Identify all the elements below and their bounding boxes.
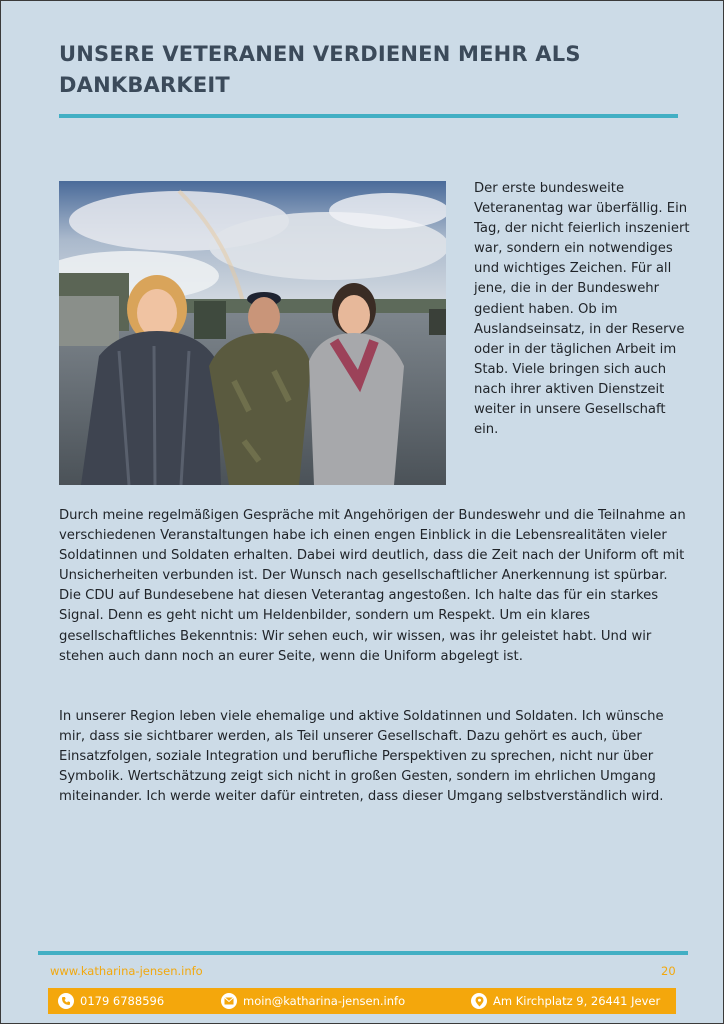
page-number: 20 <box>661 964 676 978</box>
phone-icon <box>58 993 74 1009</box>
group-photo-illustration <box>59 181 446 485</box>
footer-divider <box>38 951 688 955</box>
phone-number: 0179 6788596 <box>80 994 165 1008</box>
website-link[interactable]: www.katharina-jensen.info <box>50 964 203 978</box>
page-title: UNSERE VETERANEN VERDIENEN MEHR ALS DANKBARKEIT <box>59 42 581 97</box>
title-divider <box>59 114 678 118</box>
mail-icon <box>221 993 237 1009</box>
street-address: Am Kirchplatz 9, 26441 Jever <box>493 994 661 1008</box>
location-pin-icon <box>471 993 487 1009</box>
contact-address <box>471 988 660 1014</box>
contact-phone[interactable] <box>58 988 164 1014</box>
group-photo <box>59 181 446 485</box>
body-paragraph: In unserer Region leben viele ehemalige und aktive Soldatinnen und Soldaten. Ich wünsche mir, dass sie sichtbarer werden, als Teil unserer Gesellschaft. Dazu gehört es auch, über Einsatzfolgen, soziale Integration und berufliche Perspektiven zu sprechen, nicht nur über Symbolik. Wertschätzung zeigt sich nicht in großen Gesten, sondern im ehrlichen Umgang miteinander. Ich werde weiter dafür eintreten, dass dieser Umgang selbstverständlich wird. <box>59 709 664 805</box>
contact-bar <box>48 988 676 1014</box>
intro-text: Der erste bundesweite Veteranentag war überfällig. Ein Tag, der nicht feierlich inszeniert war, sondern ein notwendiges und wichtiges Zeichen. Für all jene, die in der Bundeswehr gedient haben. Ob im Auslandseinsatz, in der Reserve oder in der täglichen Arbeit im Stab. Viele bringen sich auch nach ihrer aktiven Dienstzeit weiter in unsere Gesellschaft ein. <box>474 181 690 438</box>
body-paragraph: Durch meine regelmäßigen Gespräche mit Angehörigen der Bundeswehr und die Teilnahme an verschiedenen Veranstaltungen habe ich einen engen Einblick in die Lebensrealitäten vieler Soldatinnen und Soldaten erhalten. Dabei wird deutlich, dass die Zeit nach der Uniform oft mit Unsicherheiten verbunden ist. Der Wunsch nach gesellschaftlicher Anerkennung ist spürbar. Die CDU auf Bundesebene hat diesen Veterantag angestoßen. Ich halte das für ein starkes Signal. Denn es geht nicht um Heldenbilder, sondern um Respekt. Um ein klares gesellschaftliches Bekenntnis: Wir sehen euch, wir wissen, was ihr geleistet habt. Und wir stehen auch dann noch an eurer Seite, wenn die Uniform abgelegt ist. <box>59 508 686 664</box>
contact-email[interactable] <box>221 988 405 1014</box>
email-address: moin@katharina-jensen.info <box>243 994 406 1008</box>
